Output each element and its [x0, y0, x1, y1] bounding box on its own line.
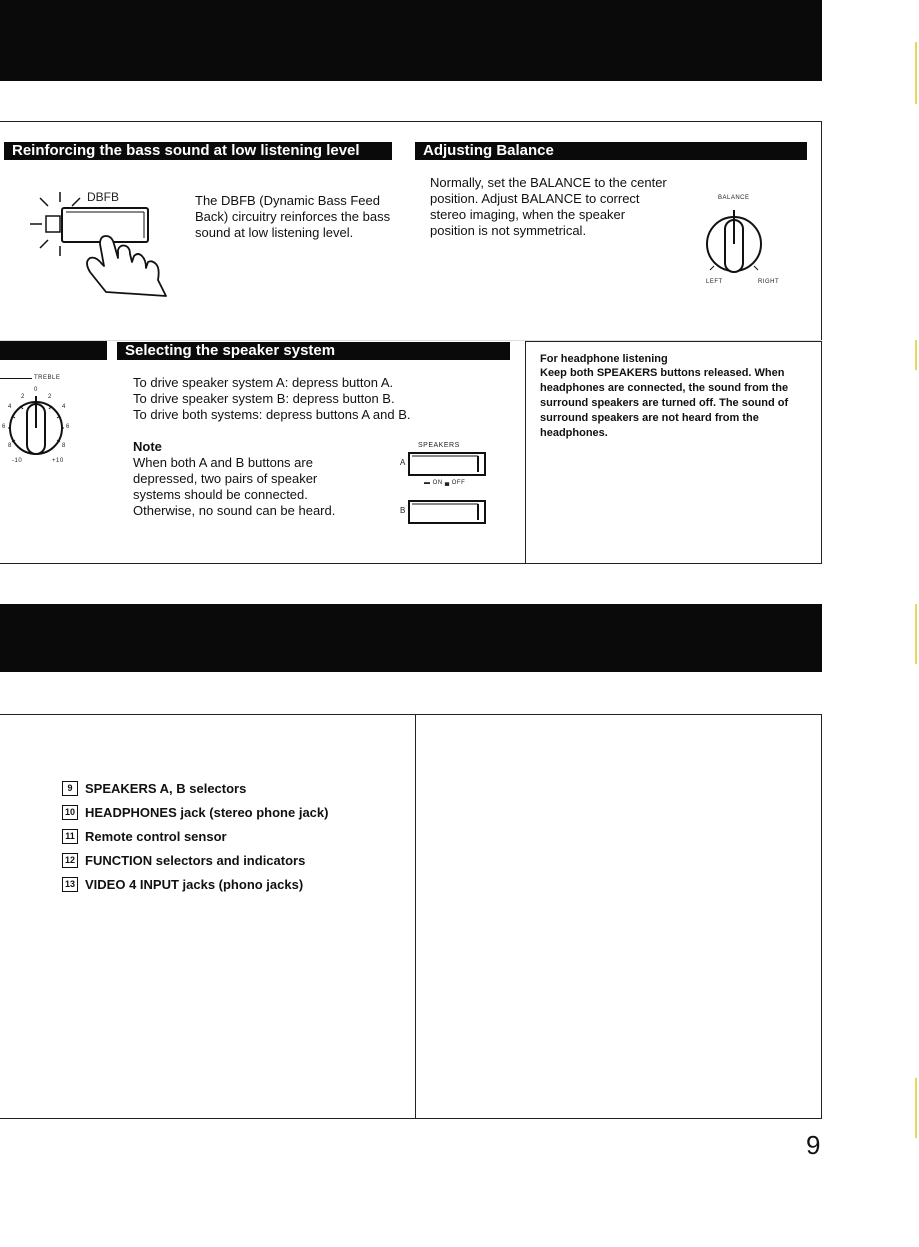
speaker-note-title: Note — [133, 439, 162, 454]
item-number: 11 — [62, 829, 78, 844]
speaker-a-button-icon — [408, 452, 486, 476]
treble-scale-minus10: -10 — [12, 458, 23, 464]
treble-knob-icon — [0, 386, 74, 466]
edge-mark — [915, 42, 917, 104]
headphone-note-title: For headphone listening — [540, 353, 668, 365]
list-item — [62, 800, 328, 824]
treble-scale-4-right: 4 — [62, 404, 66, 410]
lower-panel-divider — [415, 714, 416, 1119]
treble-scale-2-left: 2 — [21, 394, 25, 400]
balance-knob-label: BALANCE — [718, 195, 750, 201]
speaker-note-line-4: Otherwise, no sound can be heard. — [133, 503, 336, 518]
treble-section-heading-bar — [0, 341, 107, 360]
item-text: FUNCTION selectors and indicators — [85, 852, 306, 868]
speaker-note-line-2: depressed, two pairs of speaker — [133, 471, 318, 486]
bass-body-text: The DBFB (Dynamic Bass Feed Back) circuitry reinforces the bass sound at low listening level. — [195, 193, 391, 240]
speaker-line-2: To drive speaker system B: depress button B. — [133, 391, 395, 406]
item-number: 10 — [62, 805, 78, 820]
top-banner — [0, 0, 822, 81]
balance-left-label: LEFT — [706, 279, 723, 285]
treble-knob-label: TREBLE — [34, 375, 61, 381]
item-text: Remote control sensor — [85, 828, 227, 844]
item-text: SPEAKERS A, B selectors — [85, 780, 247, 796]
parts-list — [62, 776, 328, 896]
speakers-label: SPEAKERS — [418, 442, 460, 449]
treble-scale-6-right: 6 — [66, 424, 70, 430]
item-number: 9 — [62, 781, 78, 796]
treble-scale-4-left: 4 — [8, 404, 12, 410]
speaker-on-off-legend: ▬ ON ▄ OFF — [424, 480, 466, 486]
headphone-note-body: Keep both SPEAKERS buttons released. When headphones are connected, the sound from the surround speakers are turned off. The sound of surround speakers are not heard from the headphones. — [540, 367, 789, 439]
speaker-b-button-icon — [408, 500, 486, 524]
balance-knob-icon — [700, 208, 770, 278]
speaker-note-line-3: systems should be connected. — [133, 487, 308, 502]
treble-scale-6-left: 6 — [2, 424, 6, 430]
middle-banner — [0, 604, 822, 672]
treble-label-line — [0, 378, 32, 379]
item-number: 12 — [62, 853, 78, 868]
treble-scale-plus10: +10 — [52, 458, 64, 464]
bass-section-heading: Reinforcing the bass sound at low listening level — [4, 142, 392, 160]
speaker-line-1: To drive speaker system A: depress button A. — [133, 375, 394, 390]
edge-mark — [915, 604, 917, 664]
balance-section-heading: Adjusting Balance — [415, 142, 807, 160]
list-item — [62, 872, 328, 896]
speaker-button-b-label: B — [400, 506, 406, 515]
list-item — [62, 824, 328, 848]
treble-scale-0: 0 — [34, 387, 38, 393]
speaker-line-3: To drive both systems: depress buttons A and B. — [133, 407, 411, 422]
dbfb-label: DBFB — [87, 190, 120, 204]
balance-body-text: Normally, set the BALANCE to the center position. Adjust BALANCE to correct stereo imaging, when the speaker position is not symmetrical. — [430, 175, 667, 238]
edge-mark — [915, 340, 917, 370]
treble-scale-8-right: 8 — [62, 443, 66, 449]
balance-right-label: RIGHT — [758, 279, 780, 285]
treble-scale-8-left: 8 — [8, 443, 12, 449]
dbfb-button-illustration — [28, 188, 178, 300]
item-text: HEADPHONES jack (stereo phone jack) — [85, 804, 329, 820]
speaker-button-a-label: A — [400, 458, 406, 467]
item-text: VIDEO 4 INPUT jacks (phono jacks) — [85, 876, 304, 892]
page-number: 9 — [806, 1130, 821, 1160]
list-item — [62, 776, 328, 800]
treble-scale-2-right: 2 — [48, 394, 52, 400]
item-number: 13 — [62, 877, 78, 892]
speaker-section-heading: Selecting the speaker system — [117, 342, 510, 360]
lower-panel-frame — [0, 714, 822, 1119]
edge-mark — [915, 1078, 917, 1138]
speaker-note-line-1: When both A and B buttons are — [133, 455, 313, 470]
list-item — [62, 848, 328, 872]
